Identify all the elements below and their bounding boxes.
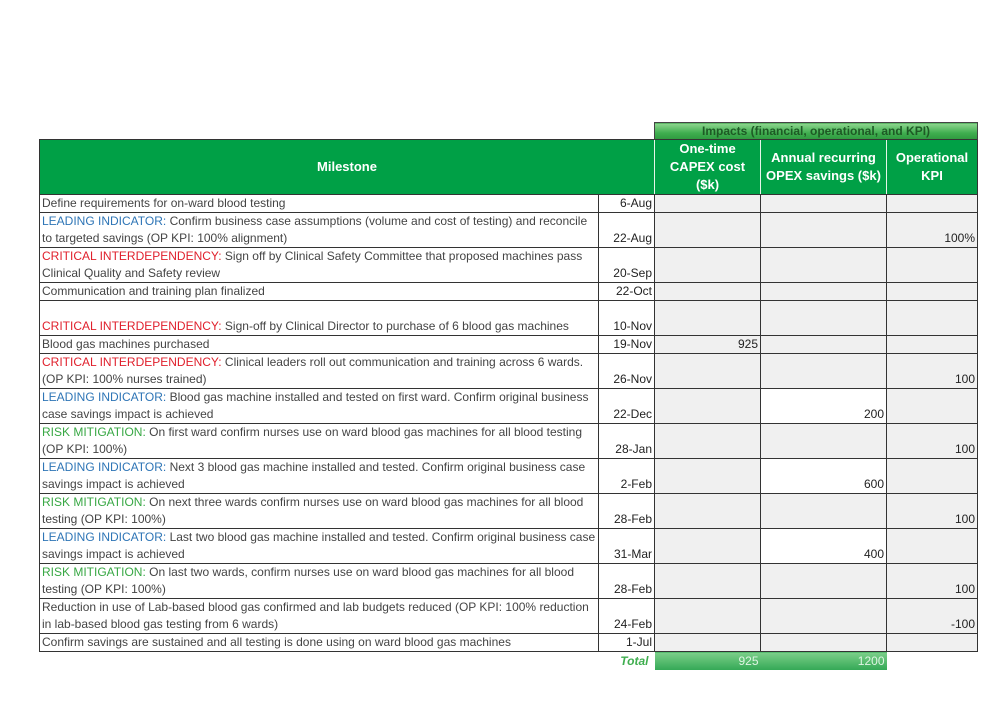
opex-cell[interactable] [761,494,887,529]
opex-cell[interactable] [761,195,887,213]
milestone-tag: LEADING INDICATOR: [42,460,167,474]
opex-header: Annual recurring OPEX savings ($k) [761,140,887,195]
milestone-tag: RISK MITIGATION: [42,565,146,579]
table-row [40,301,978,336]
milestone-date[interactable]: 22-Aug [599,213,655,248]
total-label: Total [620,653,649,668]
milestone-description[interactable] [40,459,599,494]
capex-cell[interactable] [655,389,761,424]
kpi-cell[interactable] [887,195,978,213]
table-row [40,213,978,248]
milestone-description[interactable] [40,494,599,529]
kpi-cell[interactable] [887,336,978,354]
opex-cell[interactable]: 200 [761,389,887,424]
milestone-date[interactable]: 28-Jan [599,424,655,459]
capex-cell[interactable] [655,248,761,283]
capex-cell[interactable] [655,195,761,213]
milestone-description[interactable] [40,195,599,213]
milestone-date[interactable]: 26-Nov [599,354,655,389]
milestone-text: Blood gas machine installed and tested on first ward. Confirm original business case savings impact is achieved [42,390,589,421]
opex-cell[interactable] [761,248,887,283]
milestone-description[interactable] [40,389,599,424]
milestone-text: Communication and training plan finalized [42,284,265,298]
milestone-tag: LEADING INDICATOR: [42,530,167,544]
kpi-cell[interactable]: 100 [887,354,978,389]
kpi-cell[interactable] [887,248,978,283]
milestone-tag: LEADING INDICATOR: [42,214,167,228]
milestone-tag: CRITICAL INTERDEPENDENCY: [42,355,222,369]
opex-cell[interactable] [761,301,887,336]
milestone-date[interactable]: 2-Feb [599,459,655,494]
total-opex[interactable]: 1200 [761,652,887,670]
kpi-header: Operational KPI [887,140,978,195]
kpi-cell[interactable]: 100% [887,213,978,248]
opex-cell[interactable]: 600 [761,459,887,494]
milestone-description[interactable] [40,213,599,248]
milestone-tag: CRITICAL INTERDEPENDENCY: [42,249,222,263]
kpi-cell[interactable] [887,459,978,494]
milestone-date[interactable]: 28-Feb [599,494,655,529]
capex-cell[interactable] [655,213,761,248]
opex-cell[interactable] [761,354,887,389]
milestone-text: Blood gas machines purchased [42,337,210,351]
capex-cell[interactable] [655,494,761,529]
milestone-tag: LEADING INDICATOR: [42,390,167,404]
milestone-text: Sign-off by Clinical Director to purchase of 6 blood gas machines [221,319,569,333]
capex-cell[interactable] [655,529,761,564]
milestone-tag: RISK MITIGATION: [42,495,146,509]
milestone-description[interactable] [40,599,599,634]
capex-cell[interactable] [655,459,761,494]
table-row [40,599,978,634]
milestone-description[interactable] [40,354,599,389]
milestone-text: Last two blood gas machine installed and tested. Confirm original business case savings impact is achieved [42,530,596,561]
opex-cell[interactable] [761,336,887,354]
milestone-description[interactable] [40,564,599,599]
milestone-header: Milestone [40,140,655,195]
milestone-text: Next 3 blood gas machine installed and tested. Confirm original business case savings impact is achieved [42,460,586,491]
capex-cell[interactable] [655,599,761,634]
kpi-cell[interactable]: -100 [887,599,978,634]
milestone-text: On first ward confirm nurses use on ward blood gas machines for all blood testing (OP KPI: 100%) [42,425,582,456]
opex-cell[interactable] [761,213,887,248]
capex-cell[interactable]: 925 [655,336,761,354]
milestone-date[interactable]: 19-Nov [599,336,655,354]
table-row [40,389,978,424]
milestone-tag: RISK MITIGATION: [42,425,146,439]
milestone-text: Sign off by Clinical Safety Committee that proposed machines pass Clinical Quality and Safety review [42,249,583,280]
impacts-banner: Impacts (financial, operational, and KPI) [655,123,978,140]
milestone-date[interactable]: 1-Jul [599,634,655,652]
milestone-description[interactable] [40,248,599,283]
milestone-description[interactable] [40,529,599,564]
milestone-description[interactable] [40,424,599,459]
milestone-text: On next three wards confirm nurses use on ward blood gas machines for all blood testing (OP KPI: 100%) [42,495,584,526]
kpi-cell[interactable] [887,389,978,424]
milestone-text: Define requirements for on-ward blood testing [42,196,286,210]
milestone-rows [40,195,978,652]
kpi-cell[interactable]: 100 [887,494,978,529]
table-row [40,634,978,652]
capex-cell[interactable] [655,283,761,301]
capex-cell[interactable] [655,564,761,599]
milestone-date[interactable]: 31-Mar [599,529,655,564]
capex-cell[interactable] [655,354,761,389]
milestone-description[interactable] [40,301,599,336]
milestone-description[interactable] [40,336,599,354]
milestone-text: Confirm business case assumptions (volume and cost of testing) and reconcile to targeted savings (OP KPI: 100% alignment) [42,214,588,245]
opex-cell[interactable] [761,564,887,599]
table-row [40,564,978,599]
capex-cell[interactable] [655,424,761,459]
kpi-cell[interactable]: 100 [887,564,978,599]
table-row [40,354,978,389]
kpi-cell[interactable] [887,301,978,336]
table-row [40,248,978,283]
capex-cell[interactable] [655,301,761,336]
total-capex[interactable]: 925 [655,652,761,670]
milestone-date[interactable]: 10-Nov [599,301,655,336]
milestone-sheet [39,122,977,670]
opex-cell[interactable] [761,634,887,652]
milestone-text: Reduction in use of Lab-based blood gas confirmed and lab budgets reduced (OP KPI: 100% reduction in lab-based blood gas testing from 6 wards) [42,600,589,631]
totals-row [40,652,978,670]
table-row [40,424,978,459]
table-row [40,336,978,354]
milestone-description[interactable] [40,634,599,652]
milestone-table [39,122,978,670]
milestone-date[interactable]: 6-Aug [599,195,655,213]
kpi-cell[interactable] [887,283,978,301]
kpi-cell[interactable]: 100 [887,424,978,459]
milestone-text: Clinical leaders roll out communication and training across 6 wards. (OP KPI: 100% nurses trained) [42,355,584,386]
milestone-tag: CRITICAL INTERDEPENDENCY: [42,319,222,333]
table-row [40,283,978,301]
table-row [40,195,978,213]
milestone-description[interactable] [40,283,599,301]
milestone-date[interactable]: 22-Oct [599,283,655,301]
table-row [40,494,978,529]
milestone-date[interactable]: 22-Dec [599,389,655,424]
table-row [40,529,978,564]
kpi-cell[interactable] [887,529,978,564]
milestone-text: On last two wards, confirm nurses use on ward blood gas machines for all blood testing (OP KPI: 100%) [42,565,574,596]
capex-cell[interactable] [655,634,761,652]
milestone-text: Confirm savings are sustained and all testing is done using on ward blood gas machines [42,635,511,649]
kpi-cell[interactable] [887,634,978,652]
capex-header: One-time CAPEX cost ($k) [655,140,761,195]
milestone-date[interactable]: 24-Feb [599,599,655,634]
opex-cell[interactable] [761,283,887,301]
milestone-date[interactable]: 20-Sep [599,248,655,283]
milestone-date[interactable]: 28-Feb [599,564,655,599]
opex-cell[interactable]: 400 [761,529,887,564]
opex-cell[interactable] [761,424,887,459]
table-row [40,459,978,494]
opex-cell[interactable] [761,599,887,634]
